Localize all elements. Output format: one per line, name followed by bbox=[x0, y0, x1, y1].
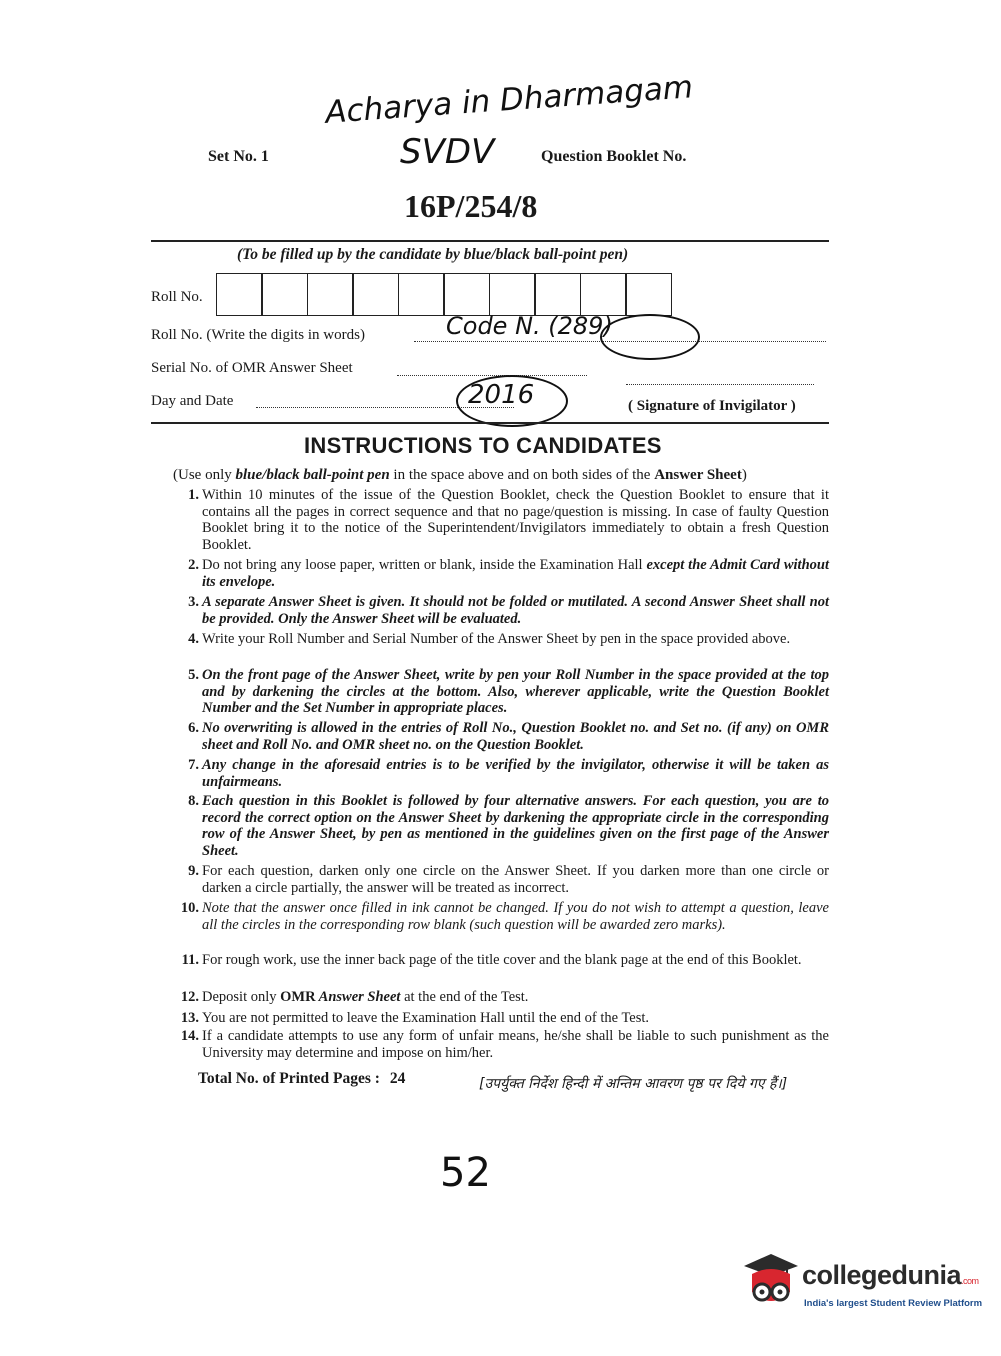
serial-no-label: Serial No. of OMR Answer Sheet bbox=[151, 360, 353, 376]
handwritten-roll-words: Code N. (289) bbox=[446, 312, 613, 340]
roll-no-boxes[interactable] bbox=[217, 273, 672, 316]
item-text: Note that the answer once filled in ink cannot be changed. If you do not wish to attempt a question, leave all the circles in the corresponding row blank (such question will be awarded zero marks). bbox=[202, 900, 829, 933]
roll-box[interactable] bbox=[489, 273, 536, 316]
item-text: For rough work, use the inner back page of the title cover and the blank page at the end of this Booklet. bbox=[202, 952, 802, 968]
intro-text: in the space above and on both sides of the bbox=[389, 467, 655, 483]
instruction-item-1 bbox=[173, 487, 829, 553]
logo-name bbox=[802, 1260, 979, 1291]
signature-label: ( Signature of Invigilator ) bbox=[628, 398, 796, 414]
mascot-icon bbox=[742, 1252, 800, 1314]
collegedunia-logo bbox=[742, 1252, 983, 1318]
set-no: Set No. 1 bbox=[208, 148, 269, 165]
item-number: 1. bbox=[188, 487, 199, 503]
roll-box[interactable] bbox=[261, 273, 308, 316]
item-number: 11. bbox=[181, 952, 199, 968]
total-pages-value: 24 bbox=[389, 1070, 406, 1087]
instruction-item-9 bbox=[173, 863, 829, 896]
roll-box[interactable] bbox=[625, 273, 672, 316]
instruction-item-14 bbox=[173, 1028, 829, 1061]
item-number: 14. bbox=[180, 1028, 199, 1044]
logo-wordmark: collegedunia bbox=[802, 1260, 962, 1290]
intro-text: (Use only bbox=[173, 467, 236, 483]
roll-words-label: Roll No. (Write the digits in words) bbox=[151, 327, 365, 343]
roll-words-circle bbox=[600, 314, 700, 360]
handwritten-title: Acharya in Dharmagam bbox=[324, 69, 695, 131]
handwritten-svdv: SVDV bbox=[400, 132, 495, 172]
fill-note: (To be filled up by the candidate by blue/black ball-point pen) bbox=[237, 246, 629, 263]
booklet-label: Question Booklet No. bbox=[541, 148, 687, 165]
intro-pen: blue/black ball-point pen bbox=[235, 467, 390, 483]
instruction-item-12 bbox=[173, 989, 829, 1006]
date-circle bbox=[456, 375, 568, 427]
hindi-note: [उपर्युक्त निर्देश हिन्दी में अन्तिम आवरण पृष्ठ पर दिये गए हैं।] bbox=[479, 1076, 788, 1092]
item-text-omr: OMR bbox=[280, 989, 316, 1005]
item-number: 5. bbox=[188, 667, 199, 683]
instruction-item-10 bbox=[173, 900, 829, 933]
roll-no-label: Roll No. bbox=[151, 289, 203, 305]
item-text: at the end of the Test. bbox=[400, 989, 529, 1005]
item-number: 12. bbox=[180, 989, 199, 1005]
signature-line bbox=[626, 384, 814, 385]
item-text: On the front page of the Answer Sheet, write by pen your Roll Number in the space provided at the top and by darkening the circles at the bottom. Also, wherever applicable, write the Question Booklet Number and the Set Number in appropriate places. bbox=[202, 667, 829, 716]
item-text-answer-sheet: Answer Sheet bbox=[315, 989, 401, 1005]
item-text: Deposit only bbox=[202, 989, 281, 1005]
roll-box[interactable] bbox=[398, 273, 445, 316]
item-text: Write your Roll Number and Serial Number of the Answer Sheet by pen in the space provided above. bbox=[202, 631, 791, 647]
handwritten-date: 2016 bbox=[468, 380, 535, 410]
intro-answer-sheet: Answer Sheet bbox=[654, 467, 742, 483]
instructions-intro bbox=[173, 467, 747, 484]
roll-box[interactable] bbox=[216, 273, 263, 316]
roll-box[interactable] bbox=[352, 273, 399, 316]
item-text: For each question, darken only one circle on the Answer Sheet. If you darken more than one circle or darken a circle partially, the answer will be treated as incorrect. bbox=[202, 863, 829, 896]
instruction-item-4 bbox=[173, 631, 829, 648]
total-pages bbox=[198, 1070, 405, 1088]
instruction-item-6 bbox=[173, 720, 829, 753]
logo-tagline: India's largest Student Review Platform bbox=[804, 1298, 983, 1309]
header-rule bbox=[151, 240, 829, 242]
item-text-emphasis: except the Admit Card without its envelope. bbox=[202, 557, 829, 590]
item-number: 4. bbox=[188, 631, 199, 647]
roll-box[interactable] bbox=[307, 273, 354, 316]
item-number: 8. bbox=[188, 793, 199, 809]
item-text: You are not permitted to leave the Examination Hall until the end of the Test. bbox=[202, 1010, 650, 1026]
roll-box[interactable] bbox=[580, 273, 627, 316]
total-pages-label: Total No. of Printed Pages : bbox=[198, 1070, 380, 1087]
item-text: Any change in the aforesaid entries is to be verified by the invigilator, otherwise it will be taken as unfairmeans. bbox=[202, 757, 829, 790]
logo-suffix: .com bbox=[961, 1276, 979, 1286]
item-number: 9. bbox=[188, 863, 199, 879]
item-text: No overwriting is allowed in the entries of Roll No., Question Booklet no. and Set no. (if any) on OMR sheet and Roll No. and OMR sheet no. on the Question Booklet. bbox=[202, 720, 829, 753]
instruction-item-7 bbox=[173, 757, 829, 790]
item-text: Within 10 minutes of the issue of the Question Booklet, check the Question Booklet to ensure that it contains all the pages in correct sequence and that no page/question is missing. In case of faulty Question Booklet bring it to the notice of the Superintendent/Invigilators immediately to obtain a fresh Question Booklet. bbox=[202, 487, 829, 553]
roll-box[interactable] bbox=[443, 273, 490, 316]
day-date-label: Day and Date bbox=[151, 393, 234, 409]
item-number: 2. bbox=[188, 557, 199, 573]
item-number: 13. bbox=[180, 1010, 199, 1026]
instruction-item-11 bbox=[173, 952, 829, 969]
instruction-item-2 bbox=[173, 557, 829, 590]
item-number: 10. bbox=[180, 900, 199, 916]
instruction-item-5 bbox=[173, 667, 829, 717]
item-text: A separate Answer Sheet is given. It should not be folded or mutilated. A second Answer Sheet shall not be provided. Only the Answer Sheet will be evaluated. bbox=[202, 594, 829, 627]
item-text: Each question in this Booklet is followed by four alternative answers. For each question, you are to record the correct option on the Answer Sheet by darkening the appropriate circle in the corresponding row of the Answer Sheet, by pen as mentioned in the guidelines given on the first page of the Answer Sheet. bbox=[202, 793, 829, 859]
booklet-code: 16P/254/8 bbox=[404, 188, 538, 224]
instruction-item-8 bbox=[173, 793, 829, 859]
item-text: Do not bring any loose paper, written or blank, inside the Examination Hall bbox=[202, 557, 647, 573]
intro-text: ) bbox=[741, 467, 747, 483]
item-number: 6. bbox=[188, 720, 199, 736]
instruction-item-13 bbox=[173, 1010, 829, 1027]
item-number: 7. bbox=[188, 757, 199, 773]
instructions-title: INSTRUCTIONS TO CANDIDATES bbox=[304, 433, 662, 458]
form-rule bbox=[151, 422, 829, 424]
item-number: 3. bbox=[188, 594, 199, 610]
instruction-item-3 bbox=[173, 594, 829, 627]
item-text: If a candidate attempts to use any form of unfair means, he/she shall be liable to such punishment as the University may determine and impose on him/her. bbox=[202, 1028, 829, 1061]
roll-box[interactable] bbox=[534, 273, 581, 316]
handwritten-page-mark: 52 bbox=[440, 1150, 491, 1196]
